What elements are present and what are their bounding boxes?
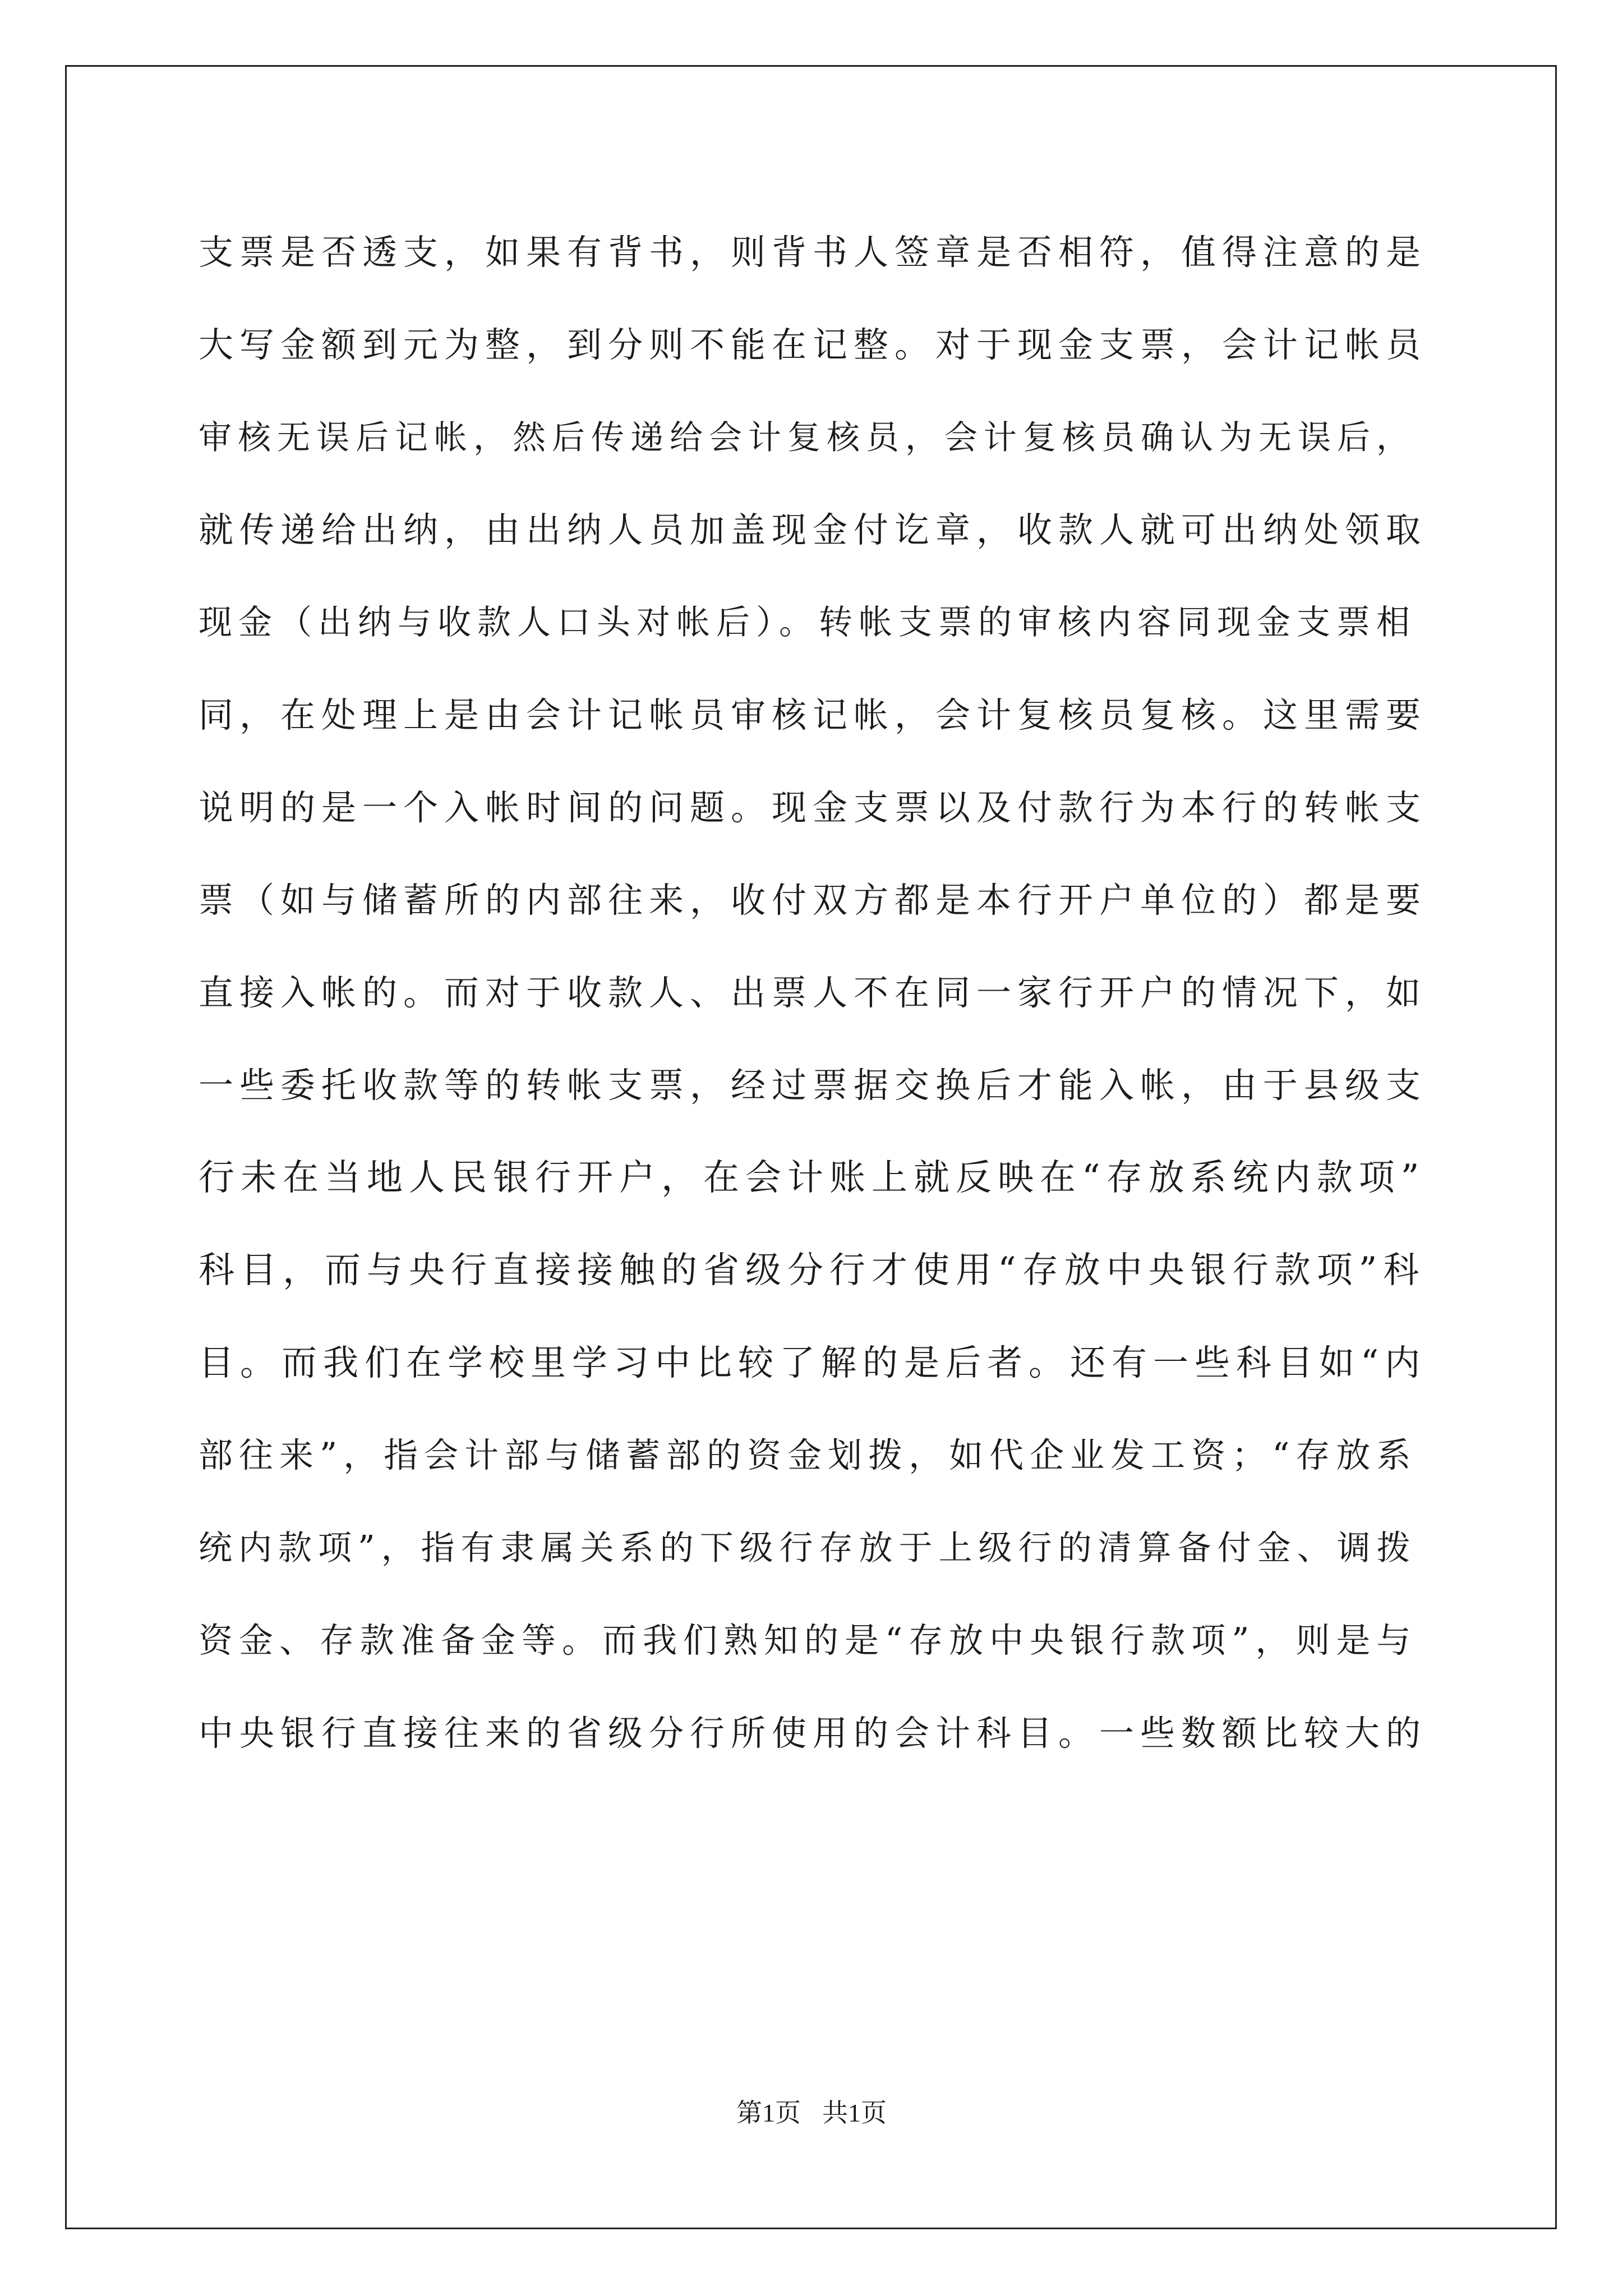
text-line: 同，在处理上是由会计记帐员审核记帐，会计复核员复核。这里需要: [199, 694, 1427, 735]
document-body: [199, 208, 1432, 1781]
text-line: 行未在当地人民银行开户，在会计账上就反映在“存放系统内款项”: [199, 1157, 1426, 1199]
text-line: 支票是否透支，如果有背书，则背书人签章是否相符，值得注意的是: [199, 232, 1427, 273]
text-line: 部往来”，指会计部与储蓄部的资金划拨，如代企业发工资；“存放系: [199, 1435, 1417, 1475]
text-line: 目。而我们在学校里学习中比较了解的是后者。还有一些科目如“内: [199, 1342, 1427, 1383]
text-line: 票（如与储蓄所的内部往来，收付双方都是本行开户单位的）都是要: [199, 880, 1427, 921]
page-number: 第1页: [736, 2099, 801, 2127]
text-line: 就传递给出纳，由出纳人员加盖现金付讫章，收款人就可出纳处领取: [199, 509, 1427, 550]
text-line: 大写金额到元为整，到分则不能在记整。对于现金支票，会计记帐员: [199, 324, 1427, 365]
text-line: 直接入帐的。而对于收款人、出票人不在同一家行开户的情况下，如: [199, 972, 1427, 1013]
page-total: 共1页: [822, 2099, 887, 2127]
text-line: 中央银行直接往来的省级分行所使用的会计科目。一些数额比较大的: [199, 1713, 1427, 1754]
page-footer: [0, 2092, 1623, 2129]
text-line: 科目，而与央行直接接触的省级分行才使用“存放中央银行款项”科: [199, 1250, 1426, 1291]
text-line: 现金（出纳与收款人口头对帐后）。转帐支票的审核内容同现金支票相: [199, 603, 1416, 642]
text-line: 资金、存款准备金等。而我们熟知的是“存放中央银行款项”，则是与: [199, 1621, 1417, 1660]
text-line: 审核无误后记帐，然后传递给会计复核员，会计复核员确认为无误后，: [199, 418, 1416, 457]
text-line: 统内款项”，指有隶属关系的下级行存放于上级行的清算备付金、调拨: [199, 1529, 1417, 1568]
text-line: 一些委托收款等的转帐支票，经过票据交换后才能入帐，由于县级支: [199, 1065, 1427, 1106]
text-line: 说明的是一个入帐时间的问题。现金支票以及付款行为本行的转帐支: [199, 787, 1427, 828]
